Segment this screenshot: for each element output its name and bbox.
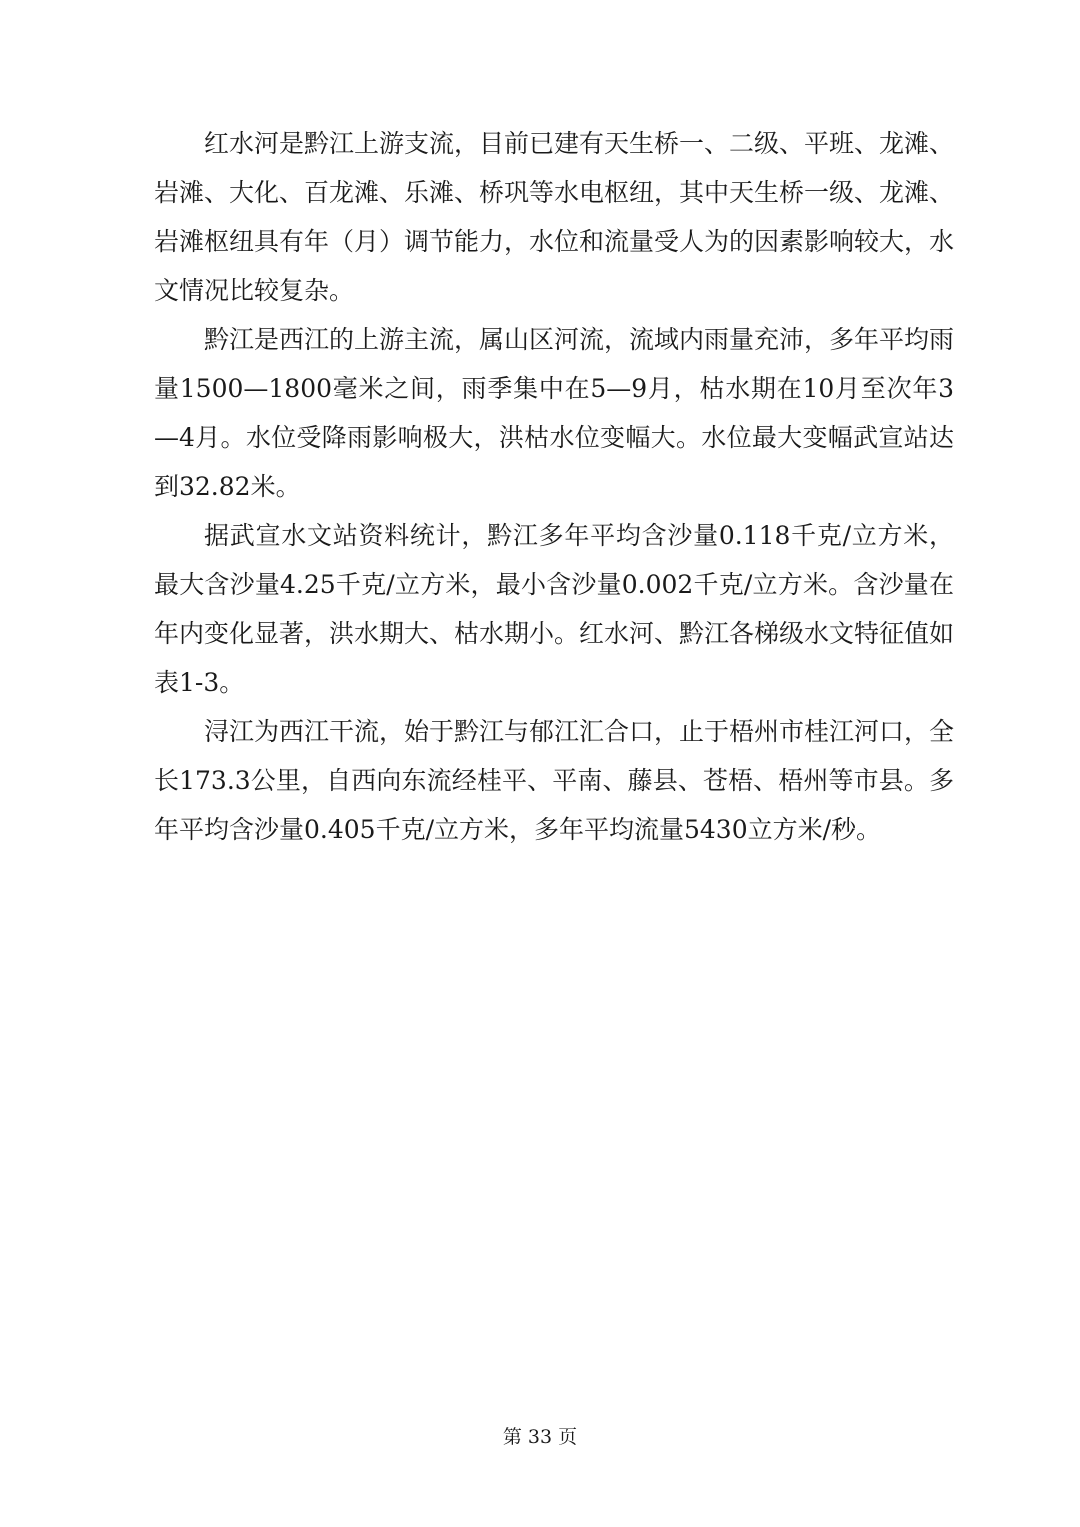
paragraph-hongshui-river: 红水河是黔江上游支流，目前已建有天生桥一、二级、平班、龙滩、岩滩、大化、百龙滩、乐滩、桥巩等水电枢纽，其中天生桥一级、龙滩、岩滩枢纽具有年（月）调节能力，水位和流量受人为的因素影响较大，水文情况比较复杂。: [154, 129, 955, 305]
body-text: [154, 119, 954, 854]
paragraph-sediment-statistics: 据武宣水文站资料统计，黔江多年平均含沙量0.118千克/立方米，最大含沙量4.25千克/立方米，最小含沙量0.002千克/立方米。含沙量在年内变化显著，洪水期大、枯水期小。红水河、黔江各梯级水文特征值如表1-3。: [154, 521, 955, 697]
paragraph-qianjiang-river: 黔江是西江的上游主流，属山区河流，流域内雨量充沛，多年平均雨量1500—1800毫米之间，雨季集中在5—9月，枯水期在10月至次年3—4月。水位受降雨影响极大，洪枯水位变幅大。水位最大变幅武宣站达到32.82米。: [154, 325, 955, 501]
paragraph-xunjiang-river: 浔江为西江干流，始于黔江与郁江汇合口，止于梧州市桂江河口，全长173.3公里，自西向东流经桂平、平南、藤县、苍梧、梧州等市县。多年平均含沙量0.405千克/立方米，多年平均流量5430立方米/秒。: [154, 717, 955, 844]
page-number: 第 33 页: [502, 1426, 578, 1448]
